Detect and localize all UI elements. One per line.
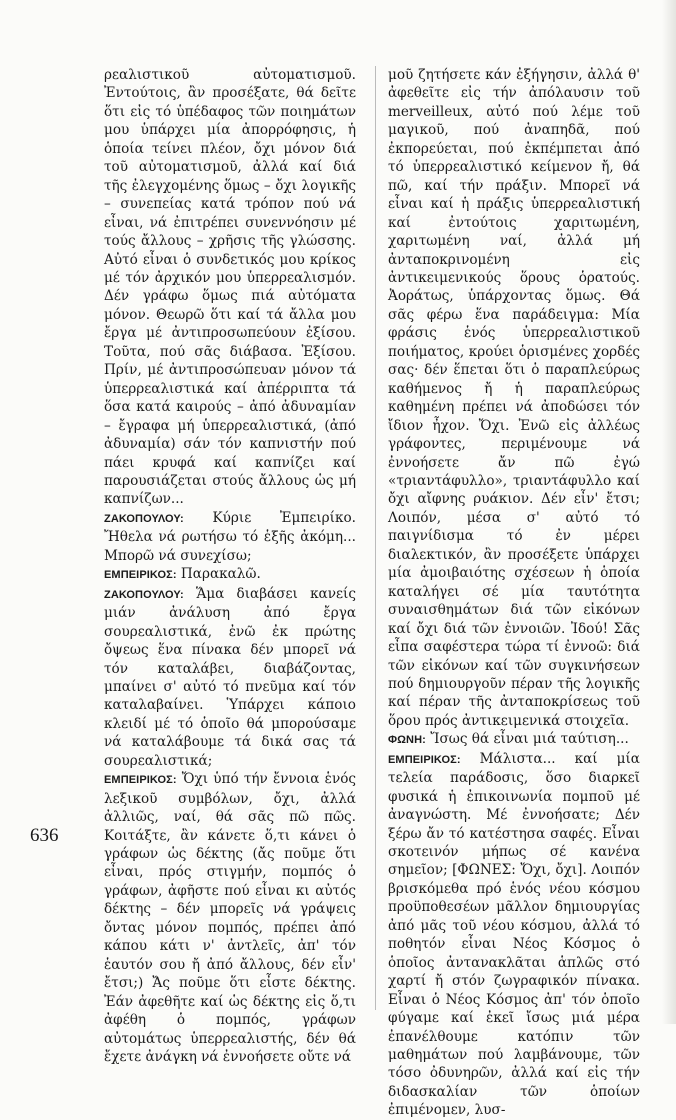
speaker-label: ΕΜΠΕΙΡΙΚΟΣ: bbox=[388, 753, 461, 766]
paragraph: ρεαλιστικοῦ αὐτοματισμοῦ. Ἐντούτοις, ἂν προσέξατε, θά δεῖτε ὅτι εἰς τό ὑπέδαφος τῶν ποιημάτων μου ὑπάρχει μία ἀπορρόφησις, ἡ ὁποία τείνει πλέον, ὄχι μόνον διά τοῦ αὐτοματισμοῦ, ἀλλά καί διά τῆς ἐλεγχομένης ὅμως – ὄχι λογικῆς – συνεπείας κατά τρόπον πού νά εἶναι, νά ἐπιτρέπει συνεννόησιν μέ τούς ἄλλους – χρῆσις τῆς γλώσσης. Αὐτό εἶναι ὁ συνδετικός μου κρίκος μέ τόν ἀρχικόν μου ὑπερρεαλισμόν. Δέν γράφω ὅμως πιά αὐτόματα μόνον. Θεωρῶ ὅτι καί τά ἄλλα μου ἔργα μέ ἀντιπροσωπεύουν ἐξίσου. Τοῦτα, πού σᾶς διάβασα. Ἐξίσου. Πρίν, μέ ἀντιπροσώπευαν μόνον τά ὑπερρεαλιστικά καί ἀπέρριπτα τά ὅσα κατά καιρούς – ἀπό ἀδυναμίαν – ἔγραφα μή ὑπερρεαλιστικά, (ἀπό ἀδυναμία) σάν τόν καπνιστήν πού πάει κρυφά καί καπνίζει καί παρουσιάζεται στούς ἄλλους ὡς μή καπνίζων... bbox=[104, 67, 356, 508]
speech-text: Παρακαλῶ. bbox=[176, 566, 261, 583]
left-column bbox=[104, 66, 356, 1066]
speech-text: Ὄχι ὑπό τήν ἔννοια ἑνός λεξικοῦ συμβόλων, ὄχι, ἀλλά ἀλλιῶς, ναί, θά σᾶς πῶ πῶς. Κοιτάξτε, ἂν κάνετε ὅ,τι κάνει ὁ γράφων ὡς δέκτης (ἄς ποῦμε ὅτι εἶναι, πρός στιγμήν, πομπός ὁ γράφων, ἀφῆστε πού εἶναι κι αὐτός δέκτης – δέν μπορεῖς νά γράψεις ὄντας μόνον πομπός, πρέπει ἀπό κάπου κάτι ν' ἀντλεῖς, ἀπ' τόν ἑαυτόν σου ἤ ἀπό ἄλλους, δέν εἶν' ἔτσι;) Ἄς ποῦμε ὅτι εἶστε δέκτης. Ἐάν ἀφεθῆτε καί ὡς δέκτης εἰς ὅ,τι ἀφέθη ὁ πομπός, γράφων αὐτομάτως ὑπερρεαλιστής, δέν θά ἔχετε ἀνάγκη νά ἐννοήσετε οὔτε νά bbox=[104, 771, 356, 1066]
speaker-label: ΕΜΠΕΙΡΙΚΟΣ: bbox=[104, 774, 177, 787]
dialogue-paragraph bbox=[388, 730, 640, 749]
speaker-label: ΦΩΝΗ: bbox=[388, 734, 426, 747]
speaker-label: ΖΑΚΟΠΟΥΛΟΥ: bbox=[104, 512, 184, 525]
paragraph: μοῦ ζητήσετε κάν ἐξήγησιν, ἀλλά θ' ἀφεθεῖτε εἰς τήν ἀπόλαυσιν τοῦ merveilleux, αὐτό πού λέμε τοῦ μαγικοῦ, πού ἀναπηδᾶ, πού ἐκπορεύεται, πού ἐκπέμπεται ἀπό τό ὑπερρεαλιστικό κείμενον ἤ, θά πῶ, καί τήν πράξιν. Μπορεῖ νά εἶναι καί ἡ πράξις ὑπερρεαλιστική καί ἐντούτοις χαριτωμένη, χαριτωμένη ναί, ἀλλά μή ἀνταποκρινομένη εἰς ἀντικειμενικούς ὅρους ὁρατούς. Ἀοράτως, ὑπάρχοντας ὅμως. Θά σᾶς φέρω ἕνα παράδειγμα: Μία φράσις ἑνός ὑπερρεαλιστικοῦ ποιήματος, κρούει ὁρισμένες χορδές σας· δέν ἕπεται ὅτι ὁ παραπλεύρως καθήμενος ἤ ἡ παραπλεύρως καθημένη πρέπει νά ἀποδώσει τόν ἴδιον ἦχον. Ὄχι. Ἐνῶ εἰς ἀλλέως γράφοντες, περιμένουμε νά ἐννοήσετε ἄν πῶ ἐγώ «τριαντάφυλλο», τριαντάφυλλο καί ὄχι αἴφνης ρυάκιον. Δέν εἶν' ἔτσι; Λοιπόν, μέσα σ' αὐτό τό παιγνίδισμα τό ἐν μέρει διαλεκτικόν, ἂν προσέξετε ὑπάρχει μία ἀμοιβαιότης σχέσεων ἡ ὁποία καταλήγει σέ μία ταυτότητα συναισθημάτων διά τῶν εἰκόνων καί ὄχι διά τῶν ἐννοιῶν. Ἰδού! Σᾶς εἶπα σαφέστερα τώρα τί ἐννοῶ: διά τῶν εἰκόνων καί τῶν συγκινήσεων πού δημιουργοῦν πέραν τῆς λογικῆς καί πέραν τῆς ἀνταποκρίσεως τοῦ ὅρου πρός ἀντικειμενικά στοιχεῖα. bbox=[388, 67, 640, 729]
speaker-label: ΖΑΚΟΠΟΥΛΟΥ: bbox=[104, 588, 184, 601]
speech-text: Ἴσως θά εἶναι μιά ταύτιση... bbox=[425, 731, 629, 748]
column-divider bbox=[375, 66, 376, 1010]
dialogue-paragraph bbox=[388, 750, 640, 1120]
page-number: 636 bbox=[30, 825, 59, 846]
dialogue-paragraph bbox=[104, 770, 356, 1066]
speech-text: Κύριε Ἐμπειρίκο. Ἤθελα νά ρωτήσω τό ἑξῆς ἀκόμη... Μπορῶ νά συνεχίσω; bbox=[104, 509, 356, 564]
speaker-label: ΕΜΠΕΙΡΙΚΟΣ: bbox=[104, 569, 177, 582]
speech-text: Ἅμα διαβάσει κανείς μιάν ἀνάλυση ἀπό ἔργα σουρεαλιστικά, ἐνῶ ἐκ πρώτης ὄψεως ἕνα πίνακα δέν μπορεῖ νά τόν καταλάβει, διαβάζοντας, μπαίνει σ' αὐτό τό πνεῦμα καί τόν καταλαβαίνει. Ὑπάρχει κάποιο κλειδί μέ τό ὁποῖο θά μπορούσαμε νά καταλάβουμε τά δικά σας τά σουρεαλιστικά; bbox=[104, 585, 356, 769]
dialogue-paragraph bbox=[104, 509, 356, 565]
dialogue-paragraph bbox=[104, 585, 356, 771]
dialogue-paragraph bbox=[104, 565, 356, 584]
page-edge-shadow bbox=[662, 0, 676, 1024]
right-column bbox=[388, 66, 640, 1120]
speech-text: Μάλιστα... καί μία τελεία παράδοσις, ὅσο διαρκεῖ φυσικά ἡ ἐπικοινωνία πομποῦ μέ ἀναγνώστη. Μέ ἐννοήσατε; Δέν ξέρω ἄν τό κατέστησα σαφές. Εἶναι σκοτεινόν μήπως σέ κανένα σημεῖον; [ΦΩΝΕΣ: Ὄχι, ὄχι]. Λοιπόν βρισκόμεθα πρό ἑνός νέου κόσμου προϋποθεσέων μᾶλλον δημιουργίας ἀπό μᾶς τοῦ νέου κόσμου, ἀλλά τό ποθητόν εἶναι Νέος Κόσμος ὁ ὁποῖος ἀντανακλᾶται ἁπλῶς στό χαρτί ἤ στόν ζωγραφικόν πίνακα. Εἶναι ὁ Νέος Κόσμος ἀπ' τόν ὁποῖο φύγαμε καί ἐκεῖ ἴσως μιά μέρα ἐπανέλθουμε κατόπιν τῶν μαθημάτων πού λαμβάνουμε, τῶν τόσο ὀδυνηρῶν, ἀλλά καί εἰς τήν διδασκαλίαν τῶν ὁποίων ἐπιμένομεν, λυσ- bbox=[388, 750, 640, 1119]
